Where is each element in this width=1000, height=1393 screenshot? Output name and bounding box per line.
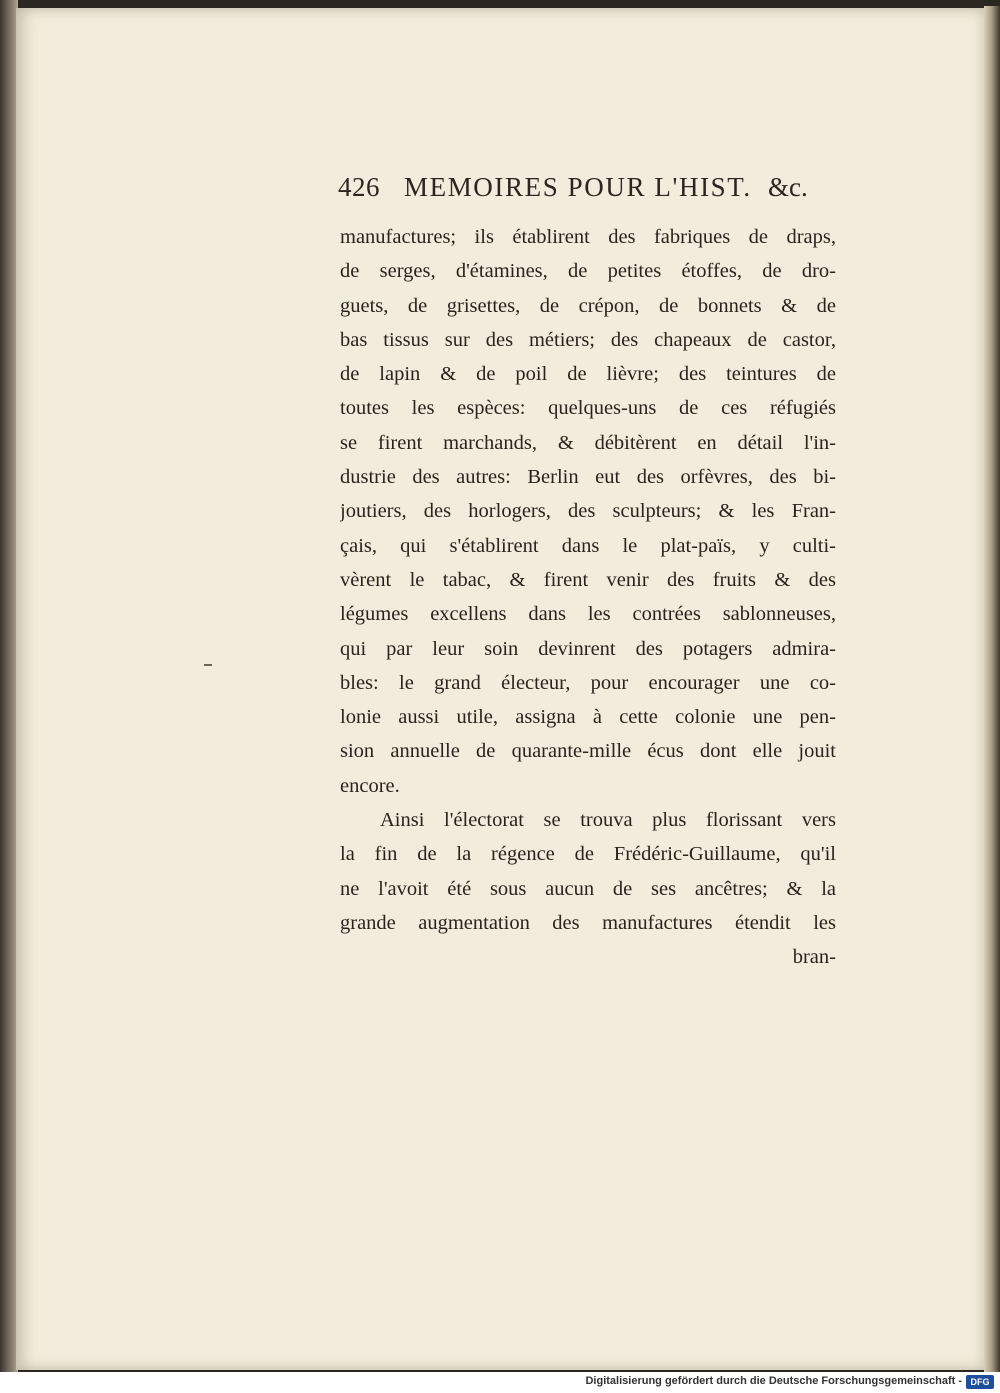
dfg-logo: DFG <box>966 1375 994 1389</box>
text-line: de lapin & de poil de lièvre; des teintures de <box>340 363 836 386</box>
running-head <box>338 168 838 208</box>
text-line: lonie aussi utile, assigna à cette colonie une pen- <box>340 706 836 729</box>
text-line: manufactures; ils établirent des fabriques de draps, <box>340 226 836 248</box>
paragraph-start-line: Ainsi l'électorat se trouva plus florissant vers <box>380 809 836 832</box>
text-line: la fin de la régence de Frédéric-Guillaume, qu'il <box>340 843 836 866</box>
text-line: sion annuelle de quarante-mille écus dont elle jouit <box>340 740 836 763</box>
running-title-etc: &c. <box>768 172 808 202</box>
text-line: de serges, d'étamines, de petites étoffes, de dro- <box>340 260 836 283</box>
running-title: MEMOIRES POUR L'HIST. <box>404 172 752 202</box>
text-line: qui par leur soin devinrent des potagers admira- <box>340 637 836 660</box>
text-line: çais, qui s'établirent dans le plat-païs, y culti- <box>340 534 836 557</box>
page-number: 426 <box>338 172 380 202</box>
text-line: toutes les espèces: quelques-uns de ces réfugiés <box>340 397 836 420</box>
text-line: guets, de grisettes, de crépon, de bonnets & de <box>340 294 836 317</box>
text-line: dustrie des autres: Berlin eut des orfèvres, des bi- <box>340 466 836 489</box>
digitization-footer <box>0 1372 1000 1393</box>
text-line: bles: le grand électeur, pour encourager une co- <box>340 671 836 694</box>
text-line: ne l'avoit été sous aucun de ses ancêtres; & la <box>340 877 836 900</box>
funding-credit: Digitalisierung gefördert durch die Deutsche Forschungsgemeinschaft - <box>585 1375 962 1387</box>
text-line: vèrent le tabac, & firent venir des fruits & des <box>340 568 836 591</box>
text-line: légumes excellens dans les contrées sablonneuses, <box>340 603 836 626</box>
body-text <box>340 220 836 975</box>
margin-mark <box>204 664 212 666</box>
paragraph-end-line: encore. <box>340 774 400 797</box>
text-line: grande augmentation des manufactures étendit les <box>340 911 836 934</box>
catchword: bran- <box>792 946 836 969</box>
text-line: bas tissus sur des métiers; des chapeaux de castor, <box>340 328 836 351</box>
text-line: se firent marchands, & débitèrent en détail l'in- <box>340 431 836 454</box>
text-line: joutiers, des horlogers, des sculpteurs; & les Fran- <box>340 500 836 523</box>
page-edge <box>984 6 1000 1372</box>
